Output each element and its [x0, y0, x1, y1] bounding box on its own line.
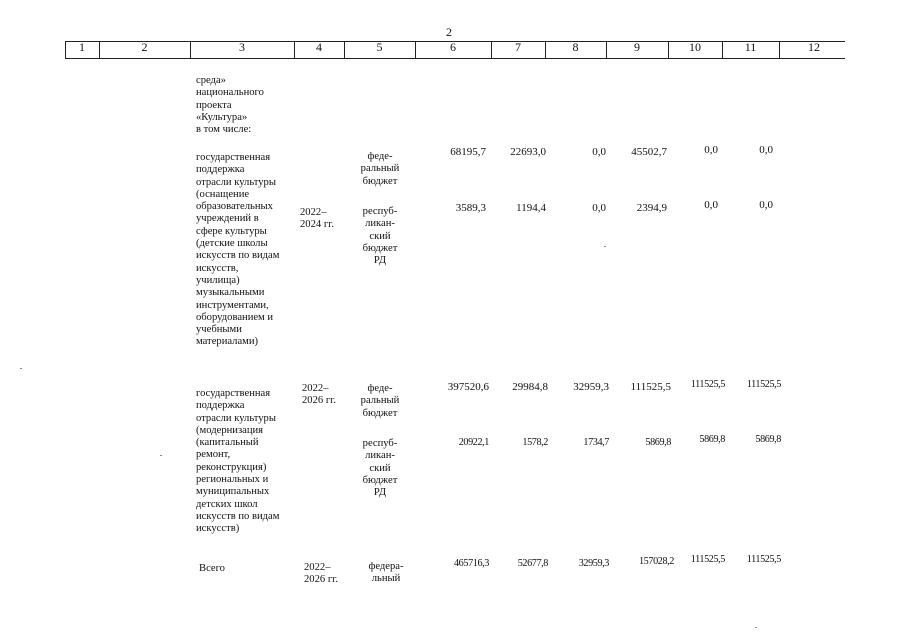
- row2-fed-col9: 111525,5: [630, 381, 671, 393]
- row1-rep-col7: 1194,4: [516, 202, 546, 214]
- row2-rep-col6: 20922,1: [458, 437, 489, 448]
- row3-fed-col8: 32959,3: [578, 558, 609, 569]
- row2-fed-col6: 397520,6: [447, 381, 489, 393]
- row2-fed-col11: 111525,5: [746, 379, 781, 390]
- intro-text: среда» национального проекта «Культура» в том числе:: [196, 75, 264, 136]
- header-col-1: 1: [79, 40, 85, 54]
- row3-period: 2022– 2026 гг.: [304, 562, 338, 586]
- row1-fed-col10: 0,0: [704, 144, 718, 156]
- row2-rep-col11: 5869,8: [755, 434, 781, 445]
- row3-source-federal: федера- льный: [368, 561, 404, 585]
- row2-source-federal: феде- ральный бюджет: [360, 383, 400, 419]
- row2-rep-col8: 1734,7: [583, 437, 609, 448]
- row1-fed-col7: 22693,0: [510, 146, 546, 158]
- header-col-10: 10: [689, 40, 701, 54]
- header-col-8: 8: [572, 40, 579, 54]
- header-col-7: 7: [515, 40, 521, 54]
- page-number: 2: [446, 25, 452, 39]
- row2-rep-col10: 5869,8: [699, 434, 725, 445]
- row1-rep-col8: 0,0: [592, 202, 606, 214]
- row3-fed-col11: 111525,5: [746, 554, 781, 565]
- row1-source-federal: феде- ральный бюджет: [360, 151, 400, 187]
- row3-fed-col6: 465716,3: [453, 558, 489, 569]
- row1-rep-col11: 0,0: [759, 199, 773, 211]
- scan-speck: [755, 627, 757, 628]
- scan-speck: [604, 246, 606, 247]
- header-col-9: 9: [634, 40, 640, 54]
- row2-fed-col10: 111525,5: [690, 379, 725, 390]
- row1-rep-col9: 2394,9: [636, 202, 667, 214]
- row1-name: государственная поддержка отрасли культуры (оснащение образовательных учреждений в сфере культуры (детские школы искусств по видам искусств, училища) музыкальными инструментами, оборудованием и учебными материалами): [196, 152, 280, 348]
- header-col-12: 12: [808, 40, 820, 54]
- row3-fed-col9: 157028,2: [638, 556, 674, 567]
- row2-period: 2022– 2026 гг.: [302, 383, 336, 407]
- row2-fed-col8: 32959,3: [573, 381, 609, 393]
- row2-fed-col7: 29984,8: [512, 381, 548, 393]
- row1-fed-col11: 0,0: [759, 144, 773, 156]
- scan-speck: [160, 455, 162, 456]
- header-col-4: 4: [316, 40, 322, 54]
- header-bottom-rule: [65, 58, 845, 59]
- row1-period: 2022– 2024 гг.: [300, 207, 334, 231]
- scan-speck: [20, 368, 22, 369]
- row1-rep-col6: 3589,3: [455, 202, 486, 214]
- row1-source-republic: респуб- ликан- ский бюджет РД: [362, 206, 398, 267]
- row2-source-republic: респуб- ликан- ский бюджет РД: [362, 438, 398, 499]
- row1-rep-col10: 0,0: [704, 199, 718, 211]
- row1-fed-col9: 45502,7: [631, 146, 667, 158]
- row3-name: Всего: [199, 563, 225, 574]
- row2-rep-col7: 1578,2: [522, 437, 548, 448]
- header-col-5: 5: [376, 40, 383, 54]
- header-col-3: 3: [239, 40, 245, 54]
- row3-fed-col7: 52677,8: [517, 558, 548, 569]
- row1-fed-col6: 68195,7: [450, 146, 486, 158]
- row2-name: государственная поддержка отрасли культуры (модернизация (капитальный ремонт, реконструкция) региональных и муниципальных детских школ искусств по видам искусств): [196, 388, 280, 535]
- row2-rep-col9: 5869,8: [645, 437, 671, 448]
- header-col-6: 6: [450, 40, 456, 54]
- header-col-11: 11: [744, 40, 757, 54]
- header-col-2: 2: [141, 40, 148, 54]
- row3-fed-col10: 111525,5: [690, 554, 725, 565]
- row1-fed-col8: 0,0: [592, 146, 606, 158]
